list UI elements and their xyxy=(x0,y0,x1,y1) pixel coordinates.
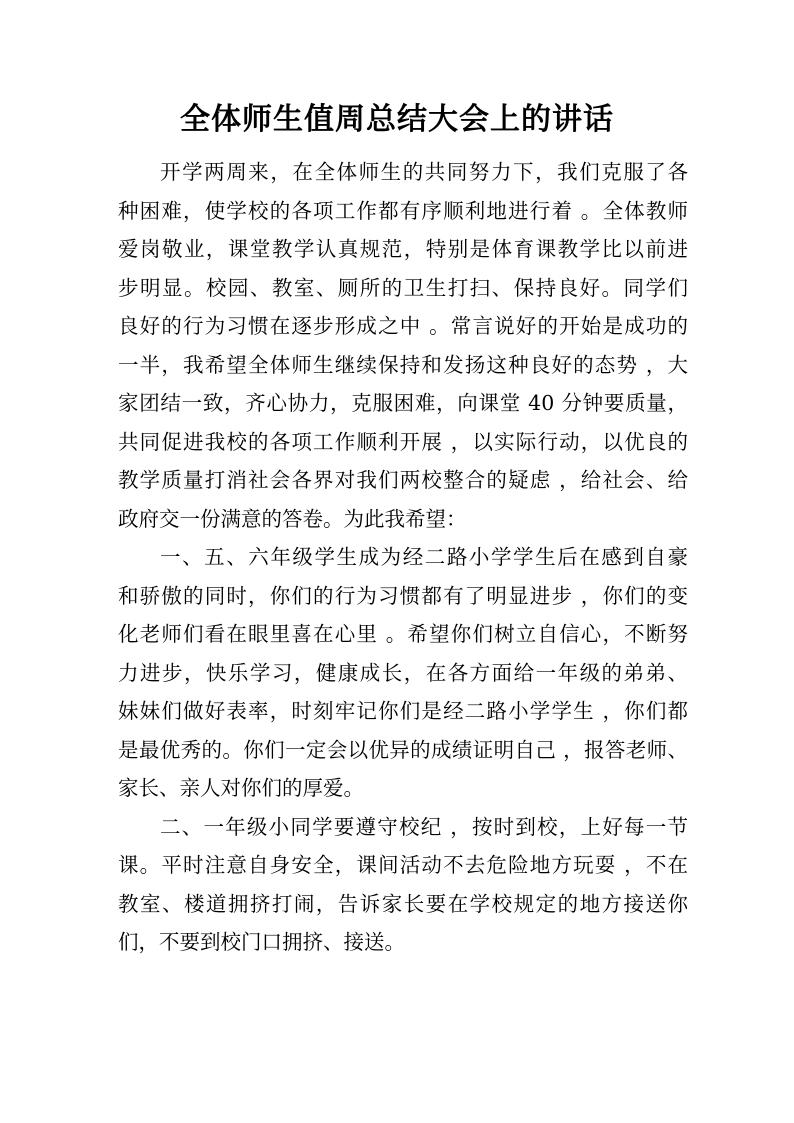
text-line: 化老师们看在眼里喜在心里 。希望你们树立自信心，不断努 xyxy=(118,622,688,646)
text-line: 共同促进我校的各项工作顺利开展 ，以实际行动，以优良的 xyxy=(118,429,688,454)
document-body xyxy=(118,153,688,962)
text-line: 步明显。校园、教室、厕所的卫生打扫、保持良好。同学们 xyxy=(118,275,688,300)
text-line: 妹妹们做好表率，时刻牢记你们是经二路小学学生 ，你们都 xyxy=(118,699,688,723)
text-line: 课。平时注意自身安全，课间活动不去危险地方玩耍 ，不在 xyxy=(118,853,688,877)
text-line: 一、五、六年级学生成为经二路小学学生后在感到自豪 xyxy=(160,545,688,569)
text-line: 开学两周来，在全体师生的共同努力下，我们克服了各 xyxy=(160,160,688,184)
text-line: 二、一年级小同学要遵守校纪 ，按时到校，上好每一节 xyxy=(160,814,688,839)
document-title: 全体师生值周总结大会上的讲话 xyxy=(180,102,614,137)
text-line: 们，不要到校门口拥挤、接送。 xyxy=(118,930,405,954)
text-line: 家团结一致，齐心协力，克服困难，向课堂 40 分钟要质量， xyxy=(118,391,688,415)
text-line: 家长、亲人对你们的厚爱。 xyxy=(118,776,364,800)
text-line: 是最优秀的。你们一定会以优异的成绩证明自己 ，报答老师、 xyxy=(118,737,688,762)
text-line: 良好的行为习惯在逐步形成之中 。常言说好的开始是成功的 xyxy=(118,314,688,338)
text-line: 教学质量打消社会各界对我们两校整合的疑虑 ，给社会、给 xyxy=(118,468,688,492)
text-line: 政府交一份满意的答卷。为此我希望： xyxy=(118,506,467,531)
text-line: 种困难，使学校的各项工作都有序顺利地进行着 。全体教师 xyxy=(118,198,688,223)
text-line: 力进步，快乐学习，健康成长，在各方面给一年级的弟弟、 xyxy=(118,660,688,685)
text-line: 一半，我希望全体师生继续保持和发扬这种良好的态势 ，大 xyxy=(118,352,688,377)
text-line: 爱岗敬业，课堂教学认真规范，特别是体育课教学比以前进 xyxy=(118,237,688,261)
text-line: 教室、楼道拥挤打闹，告诉家长要在学校规定的地方接送你 xyxy=(118,891,688,916)
text-line: 和骄傲的同时，你们的行为习惯都有了明显进步 ，你们的变 xyxy=(118,583,688,608)
